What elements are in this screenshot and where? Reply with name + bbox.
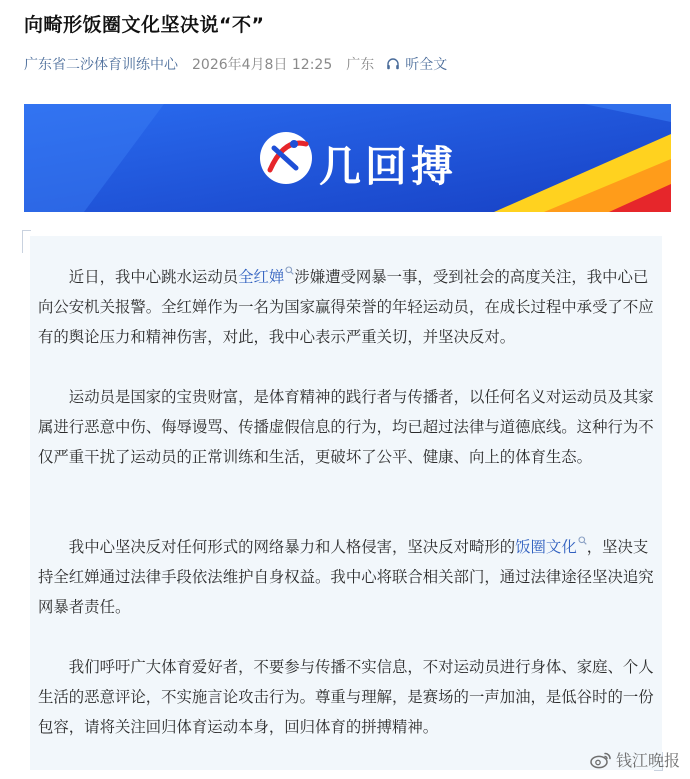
weibo-icon [590, 751, 612, 769]
listen-button[interactable] [386, 54, 447, 74]
fan-culture-link[interactable] [515, 538, 587, 556]
headphones-icon [386, 57, 400, 71]
search-icon [285, 266, 294, 275]
fan-culture-link-label: 饭圈文化 [515, 538, 577, 556]
athlete-link-label: 全红婵 [238, 268, 285, 286]
athlete-link[interactable] [238, 268, 294, 286]
paragraph-2 [38, 382, 654, 472]
banner-logo-mark [260, 132, 312, 184]
paragraph-3 [38, 532, 654, 622]
paragraph-2-text: 运动员是国家的宝贵财富，是体育精神的践行者与传播者，以任何名义对运动员及其家属进行恶意中伤、侮辱谩骂、传播虚假信息的行为，均已超过法律与道德底线。这种行为不仅严重干扰了运动员的正常训练和生活，更破坏了公平、健康、向上的体育生态。 [38, 388, 654, 466]
paragraph-3-text-b: ，坚决支持全红婵通过法律手段依法维护自身权益。我中心将联合相关部门，通过法律途径坚决追究网暴者责任。 [38, 538, 654, 616]
article-meta [24, 54, 447, 74]
paragraph-3-text-a: 我中心坚决反对任何形式的网络暴力和人格侵害，坚决反对畸形的 [68, 538, 516, 556]
source-link[interactable]: 广东省二沙体育训练中心 [24, 57, 178, 73]
banner-logo-text: 几回搏 [319, 142, 458, 191]
paragraph-1-text-b: 涉嫌遭受网暴一事，受到社会的高度关注，我中心已向公安机关报警。全红婵作为一名为国家赢得荣誉的年轻运动员，在成长过程中承受了不应有的舆论压力和精神伤害，对此，我中心表示严重关切，并坚决反对。 [38, 268, 654, 346]
banner-image [24, 104, 671, 212]
watermark [590, 748, 680, 771]
paragraph-1-text-a: 近日，我中心跳水运动员 [68, 268, 239, 286]
watermark-text: 钱江晚报 [615, 751, 680, 770]
paragraph-1 [38, 262, 654, 352]
search-icon [578, 536, 587, 545]
paragraph-4-text: 我们呼吁广大体育爱好者，不要参与传播不实信息，不对运动员进行身体、家庭、个人生活的恶意评论，不实施言论攻击行为。尊重与理解，是赛场的一声加油，是低谷时的一份包容，请将关注回归体育运动本身，回归体育的拼搏精神。 [38, 658, 654, 736]
publish-time: 2026年4月8日 12:25 [192, 57, 333, 73]
paragraph-4 [38, 652, 654, 742]
article-title: 向畸形饭圈文化坚决说“不” [24, 14, 265, 36]
listen-label: 听全文 [405, 57, 448, 73]
publish-region: 广东 [346, 57, 375, 73]
